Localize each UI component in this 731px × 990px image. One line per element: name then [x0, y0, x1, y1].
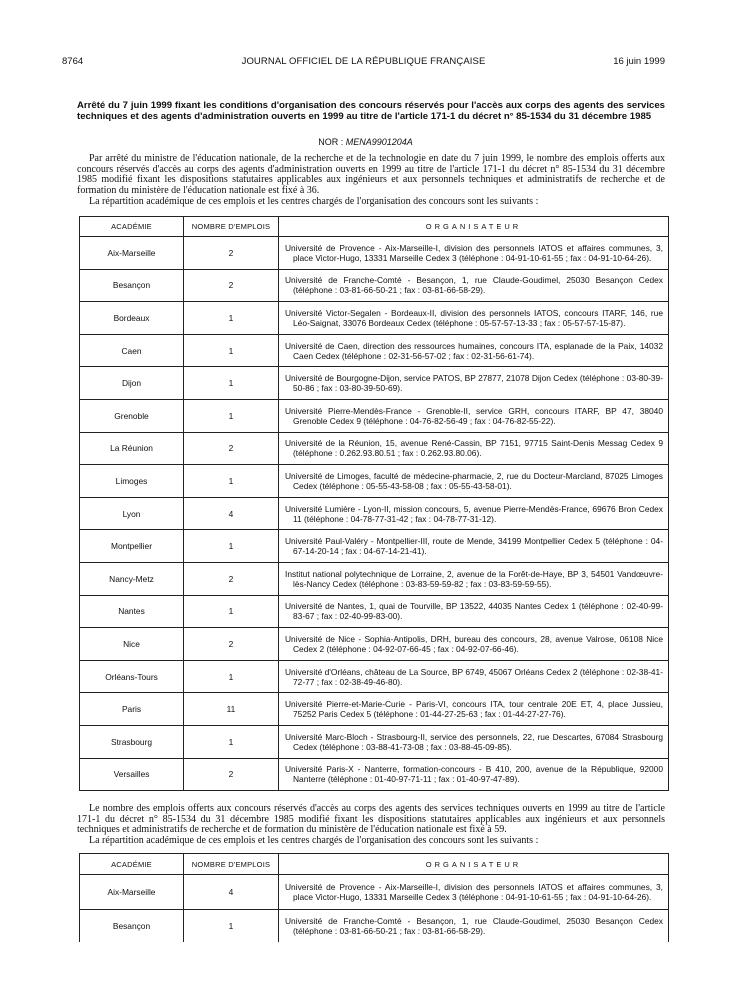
nombre-cell-text: 1: [228, 378, 234, 389]
academie-cell: [80, 269, 184, 302]
table-row: [80, 497, 669, 530]
academie-cell: [80, 399, 184, 432]
academie-cell: [80, 758, 184, 791]
nombre-cell-text: 2: [228, 573, 234, 584]
academie-cell: [80, 660, 184, 693]
organisateur-cell-text: Université Pierre-et-Marie-Curie - Paris-VI, concours ITA, tour centrale 20E ET, 4, place Jussieu, 75252 Paris Cedex 5 (téléphone : 01-44-27-25-63 ; fax : 01-44-27-27-76).: [285, 699, 663, 720]
nombre-cell-text: 4: [228, 508, 234, 519]
repartition-paragraph-2: La répartition académique de ces emplois et les centres chargés de l'organisation des concours sont les suivants :: [89, 835, 539, 846]
table-row: [80, 399, 669, 432]
decree-title: Arrêté du 7 juin 1999 fixant les conditions d'organisation des concours réservés pour l'accès aux corps des agents des services techniques et des agents d'administration ouverts en 1999 au titre de l'article 171-1 du décret n° 85-1534 du 31 décembre 1985: [77, 100, 665, 122]
organisateur-cell-text: Université de Caen, direction des ressources humaines, concours ITA, esplanade de la Paix, 14032 Caen Cedex (téléphone : 02-31-56-57-02 ; fax : 02-31-56-61-74).: [285, 340, 663, 361]
organisateur-cell-text: Université Pierre-Mendès-France - Grenoble-II, service GRH, concours ITARF, BP 47, 38040 Grenoble Cedex 9 (téléphone : 04-76-82-56-49 ; fax : 04-76-82-55-22).: [285, 405, 663, 426]
nombre-cell-text: 1: [228, 736, 234, 747]
nombre-cell: [184, 465, 279, 498]
academie-cell-text: La Réunion: [110, 443, 153, 454]
nombre-cell: [184, 399, 279, 432]
academie-cell-text: Nancy-Metz: [109, 573, 154, 584]
academie-cell: [80, 334, 184, 367]
academie-cell-text: Paris: [121, 704, 142, 715]
table-row: [80, 758, 669, 791]
table-row: [80, 302, 669, 335]
academie-cell: [80, 432, 184, 465]
table-row: [80, 269, 669, 302]
academie-cell: [80, 465, 184, 498]
nombre-cell: [184, 758, 279, 791]
table-row: [80, 562, 669, 595]
nombre-cell-text: 1: [228, 671, 234, 682]
nombre-cell-text: 1: [228, 345, 234, 356]
academie-cell: [80, 302, 184, 335]
organisateur-cell-text: Université Paul-Valéry - Montpellier-III, route de Mende, 34199 Montpellier Cedex 5 (téléphone : 04-67-14-20-14 ; fax : 04-67-14-21-41).: [285, 536, 663, 557]
nombre-cell: [184, 237, 279, 270]
academie-cell-text: Nantes: [118, 606, 145, 617]
table-row: [80, 237, 669, 270]
second-paragraph: Le nombre des emplois offerts aux concours réservés d'accès au corps des agents des services techniques ouverts en 1999 au titre de l'article 171-1 du décret n° 85-1534 du 31 décembre 1985 modifié fixant les dispositions statutaires applicables aux ingénieurs et aux personnels techniques et administratifs de recherche et de formation du ministère de l'éducation nationale est fixé à 59.: [77, 803, 665, 836]
nombre-cell: [184, 562, 279, 595]
nombre-cell-text: 1: [228, 410, 234, 421]
table-row: [80, 910, 669, 942]
organisateur-cell-text: Université Marc-Bloch - Strasbourg-II, service des personnels, 22, rue Descartes, 67084 Strasbourg Cedex (téléphone : 03-88-41-73-08 ; fax : 03-88-45-09-85).: [285, 731, 663, 752]
nombre-cell: [184, 628, 279, 661]
academie-cell-text: Nice: [123, 638, 140, 649]
organisateur-cell: [279, 562, 669, 595]
nombre-cell-text: 2: [228, 280, 234, 291]
nombre-cell: [184, 875, 279, 910]
organisateur-cell: [279, 628, 669, 661]
nombre-cell-text: 1: [228, 920, 234, 931]
issue-date: 16 juin 1999: [613, 56, 665, 67]
organisateur-cell-text: Université Lumière - Lyon-II, mission concours, 5, avenue Pierre-Mendès-France, 69676 Bron Cedex 11 (téléphone : 04-78-77-31-42 ; fax : 04-78-77-31-12).: [285, 503, 663, 524]
organisateur-cell: [279, 595, 669, 628]
table-row: [80, 693, 669, 726]
nombre-cell: [184, 269, 279, 302]
academie-cell: [80, 628, 184, 661]
academies-table-1: [79, 216, 669, 791]
nor-reference: [0, 137, 731, 147]
organisateur-cell-text: Université de Limoges, faculté de médecine-pharmacie, 2, rue du Docteur-Marcland, 87025 Limoges Cedex (téléphone : 05-55-43-58-08 ; fax : 05-55-43-58-01).: [285, 470, 663, 491]
academie-cell: [80, 497, 184, 530]
organisateur-cell-text: Université d'Orléans, château de La Source, BP 6749, 45067 Orléans Cedex 2 (téléphone : 02-38-41-72-77 ; fax : 02-38-49-46-80).: [285, 666, 663, 687]
organisateur-cell: [279, 302, 669, 335]
nombre-cell: [184, 334, 279, 367]
organisateur-cell: [279, 530, 669, 563]
academie-cell-text: Bordeaux: [113, 312, 150, 323]
organisateur-cell: [279, 875, 669, 910]
table-row: [80, 725, 669, 758]
organisateur-cell-text: Université de la Réunion, 15, avenue René-Cassin, BP 7151, 97715 Saint-Denis Messag Cedex 9 (téléphone : 0.262.93.80.51 ; fax : 0.262.93.80.06).: [285, 438, 663, 459]
organisateur-cell: [279, 367, 669, 400]
organisateur-cell: [279, 693, 669, 726]
academie-cell: [80, 595, 184, 628]
table-row: [80, 530, 669, 563]
organisateur-cell: [279, 269, 669, 302]
nombre-cell: [184, 302, 279, 335]
academie-cell: [80, 875, 184, 910]
academies-table-2: [79, 853, 669, 942]
organisateur-cell: [279, 758, 669, 791]
column-header-nombre: NOMBRE D'EMPLOIS: [184, 854, 279, 875]
nombre-cell-text: 1: [228, 541, 234, 552]
intro-paragraph: Par arrêté du ministre de l'éducation nationale, de la recherche et de la technologie en date du 7 juin 1999, le nombre des emplois offerts aux concours réservés d'accès au corps des agents d'administration ouverts en 1999 au titre de l'article 171-1 du décret n° 85-1534 du 31 décembre 1985 modifié fixant les dispositions statutaires applicables aux ingénieurs et aux personnels techniques et administratifs de recherche et de formation du ministère de l'éducation nationale est fixé à 36.: [77, 153, 665, 197]
journal-title: JOURNAL OFFICIEL DE LA RÉPUBLIQUE FRANÇAISE: [241, 56, 486, 67]
organisateur-cell-text: Université de Nantes, 1, quai de Tourville, BP 13522, 44035 Nantes Cedex 1 (téléphone : 02-40-99-83-67 ; fax : 02-40-99-83-00).: [285, 601, 663, 622]
nombre-cell: [184, 725, 279, 758]
academie-cell: [80, 693, 184, 726]
column-header-organisateur: ORGANISATEUR: [279, 854, 669, 875]
academie-cell: [80, 562, 184, 595]
academie-cell-text: Strasbourg: [111, 736, 152, 747]
academie-cell: [80, 530, 184, 563]
organisateur-cell: [279, 237, 669, 270]
page-header: [62, 56, 665, 70]
organisateur-cell-text: Institut national polytechnique de Lorraine, 2, avenue de la Forêt-de-Haye, BP 3, 54501 Vandœuvre-lès-Nancy Cedex (téléphone : 03-83-59-59-82 ; fax : 03-83-59-59-55).: [285, 568, 663, 589]
organisateur-cell: [279, 399, 669, 432]
column-header-academie: ACADÉMIE: [80, 217, 184, 237]
repartition-paragraph-1: La répartition académique de ces emplois et les centres chargés de l'organisation des concours sont les suivants :: [89, 196, 539, 207]
nombre-cell-text: 2: [228, 247, 234, 258]
nombre-cell-text: 4: [228, 887, 234, 897]
academie-cell-text: Aix-Marseille: [107, 887, 156, 897]
academie-cell-text: Dijon: [121, 378, 142, 389]
academie-cell-text: Limoges: [115, 475, 148, 486]
nor-label: NOR :: [318, 137, 344, 147]
nombre-cell: [184, 660, 279, 693]
nombre-cell: [184, 432, 279, 465]
column-header-academie: ACADÉMIE: [80, 854, 184, 875]
nombre-cell-text: 1: [228, 475, 234, 486]
table-row: [80, 465, 669, 498]
academie-cell-text: Grenoble: [114, 410, 149, 421]
table-row: [80, 595, 669, 628]
organisateur-cell: [279, 910, 669, 942]
organisateur-cell: [279, 334, 669, 367]
nombre-cell-text: 2: [228, 769, 234, 780]
academie-cell: [80, 237, 184, 270]
organisateur-cell-text: Université de Bourgogne-Dijon, service PATOS, BP 27877, 21078 Dijon Cedex (téléphone : 03-80-39-50-86 ; fax : 03-80-39-50-69).: [285, 373, 663, 394]
nombre-cell: [184, 910, 279, 942]
nombre-cell: [184, 367, 279, 400]
table-row: [80, 432, 669, 465]
nor-code: MENA9901204A: [345, 137, 413, 147]
organisateur-cell-text: Université de Provence - Aix-Marseille-I, division des personnels IATOS et affaires communes, 3, place Victor-Hugo, 13331 Marseille Cedex 3 (téléphone : 04-91-10-61-55 ; fax : 04-91-10-64-26).: [285, 882, 663, 902]
nombre-cell-text: 11: [226, 704, 236, 715]
nombre-cell: [184, 497, 279, 530]
academie-cell-text: Versailles: [113, 769, 150, 780]
organisateur-cell-text: Université Victor-Segalen - Bordeaux-II, division des personnels IATOS, concours ITARF, 146, rue Léo-Saignat, 33076 Bordeaux Cedex (téléphone : 05-57-57-13-33 ; fax : 05-57-57-15-87).: [285, 307, 663, 328]
table-row: [80, 334, 669, 367]
academie-cell-text: Besançon: [112, 280, 151, 291]
nombre-cell-text: 1: [228, 606, 234, 617]
column-header-organisateur: ORGANISATEUR: [279, 217, 669, 237]
organisateur-cell-text: Université de Provence - Aix-Marseille-I, division des personnels IATOS et affaires communes, 3, place Victor-Hugo, 13331 Marseille Cedex 3 (téléphone : 04-91-10-61-55 ; fax : 04-91-10-64-26).: [285, 242, 663, 263]
academie-cell: [80, 910, 184, 942]
table-row: [80, 660, 669, 693]
organisateur-cell-text: Université de Nice - Sophia-Antipolis, DRH, bureau des concours, 28, avenue Valrose, 06108 Nice Cedex 2 (téléphone : 04-92-07-66-45 ; fax : 04-92-07-66-46).: [285, 633, 663, 654]
academie-cell-text: Montpellier: [111, 541, 152, 552]
table-row: [80, 628, 669, 661]
nombre-cell: [184, 530, 279, 563]
academie-cell-text: Aix-Marseille: [107, 247, 156, 258]
nombre-cell: [184, 693, 279, 726]
academie-cell: [80, 367, 184, 400]
academie-cell: [80, 725, 184, 758]
nombre-cell: [184, 595, 279, 628]
organisateur-cell: [279, 660, 669, 693]
academie-cell-text: Lyon: [122, 508, 141, 519]
academie-cell-text: Orléans-Tours: [105, 671, 158, 682]
organisateur-cell-text: Université de Franche-Comté - Besançon, 1, rue Claude-Goudimel, 25030 Besançon Cedex (téléphone : 03-81-66-50-21 ; fax : 03-81-66-58-29).: [285, 275, 663, 296]
table-row: [80, 875, 669, 910]
page-number: 8764: [62, 56, 84, 67]
academie-cell-text: Besançon: [112, 920, 151, 931]
organisateur-cell: [279, 725, 669, 758]
organisateur-cell-text: Université de Franche-Comté - Besançon, 1, rue Claude-Goudimel, 25030 Besançon Cedex (téléphone : 03-81-66-50-21 ; fax : 03-81-66-58-29).: [285, 915, 663, 936]
nombre-cell-text: 2: [228, 638, 234, 649]
table-row: [80, 367, 669, 400]
nombre-cell-text: 1: [228, 312, 234, 323]
nombre-cell-text: 2: [228, 443, 234, 454]
organisateur-cell: [279, 465, 669, 498]
organisateur-cell: [279, 432, 669, 465]
organisateur-cell: [279, 497, 669, 530]
academie-cell-text: Caen: [121, 345, 142, 356]
column-header-nombre: NOMBRE D'EMPLOIS: [184, 217, 279, 237]
organisateur-cell-text: Université Paris-X - Nanterre, formation-concours - B 410, 200, avenue de la République, 92000 Nanterre (téléphone : 01-40-97-71-11 ; fax : 01-40-97-47-89).: [285, 764, 663, 785]
